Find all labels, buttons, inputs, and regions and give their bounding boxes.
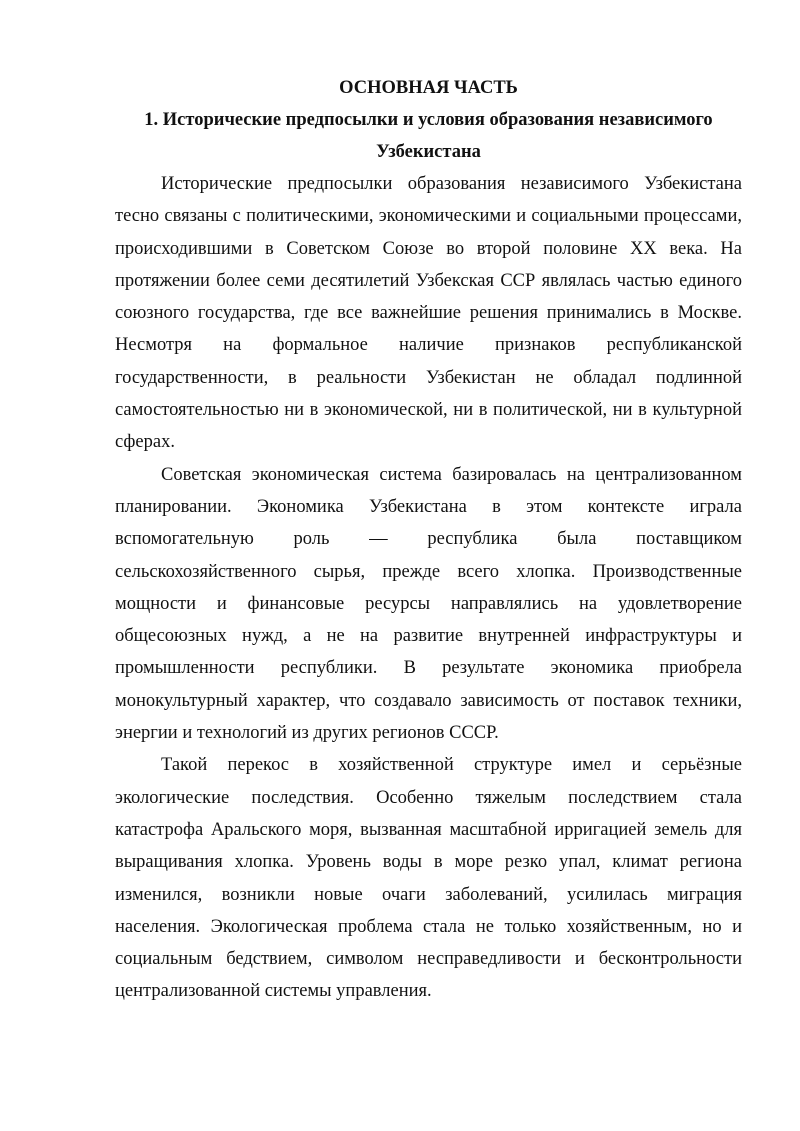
section-title-line-2: Узбекистана	[376, 142, 481, 162]
main-title: ОСНОВНАЯ ЧАСТЬ	[339, 78, 518, 98]
page-content	[115, 72, 742, 1008]
paragraph-3: Такой перекос в хозяйственной структуре имел и серьёзные экологические последствия. Особенно тяжелым последствием стала катастрофа Аральского моря, вызванная масштабной ирригацией земель для выращивания хлопка. Уровень воды в море резко упал, климат региона изменился, возникли новые очаги заболеваний, усилилась миграция населения. Экологическая проблема стала не только хозяйственным, но и социальным бедствием, символом несправедливости и бесконтрольности централизованной системы управления.	[115, 755, 742, 1002]
section-title-line-1: 1. Исторические предпосылки и условия образования независимого	[144, 110, 713, 130]
paragraph-2: Советская экономическая система базировалась на централизованном планировании. Экономика Узбекистана в этом контексте играла вспомогательную роль — республика была поставщиком сельскохозяйственного сырья, прежде всего хлопка. Производственные мощности и финансовые ресурсы направлялись на удовлетворение общесоюзных нужд, а не на развитие внутренней инфраструктуры и промышленности республики. В результате экономика приобрела монокультурный характер, что создавало зависимость от поставок техники, энергии и технологий из других регионов СССР.	[115, 464, 742, 744]
paragraph-1: Исторические предпосылки образования независимого Узбекистана тесно связаны с политическими, экономическими и социальными процессами, происходившими в Советском Союзе во второй половине XX века. На протяжении более семи десятилетий Узбекская ССР являлась частью единого союзного государства, где все важнейшие решения принимались в Москве. Несмотря на формальное наличие признаков республиканской государственности, в реальности Узбекистан не обладал подлинной самостоятельностью ни в экономической, ни в политической, ни в культурной сферах.	[115, 174, 742, 453]
